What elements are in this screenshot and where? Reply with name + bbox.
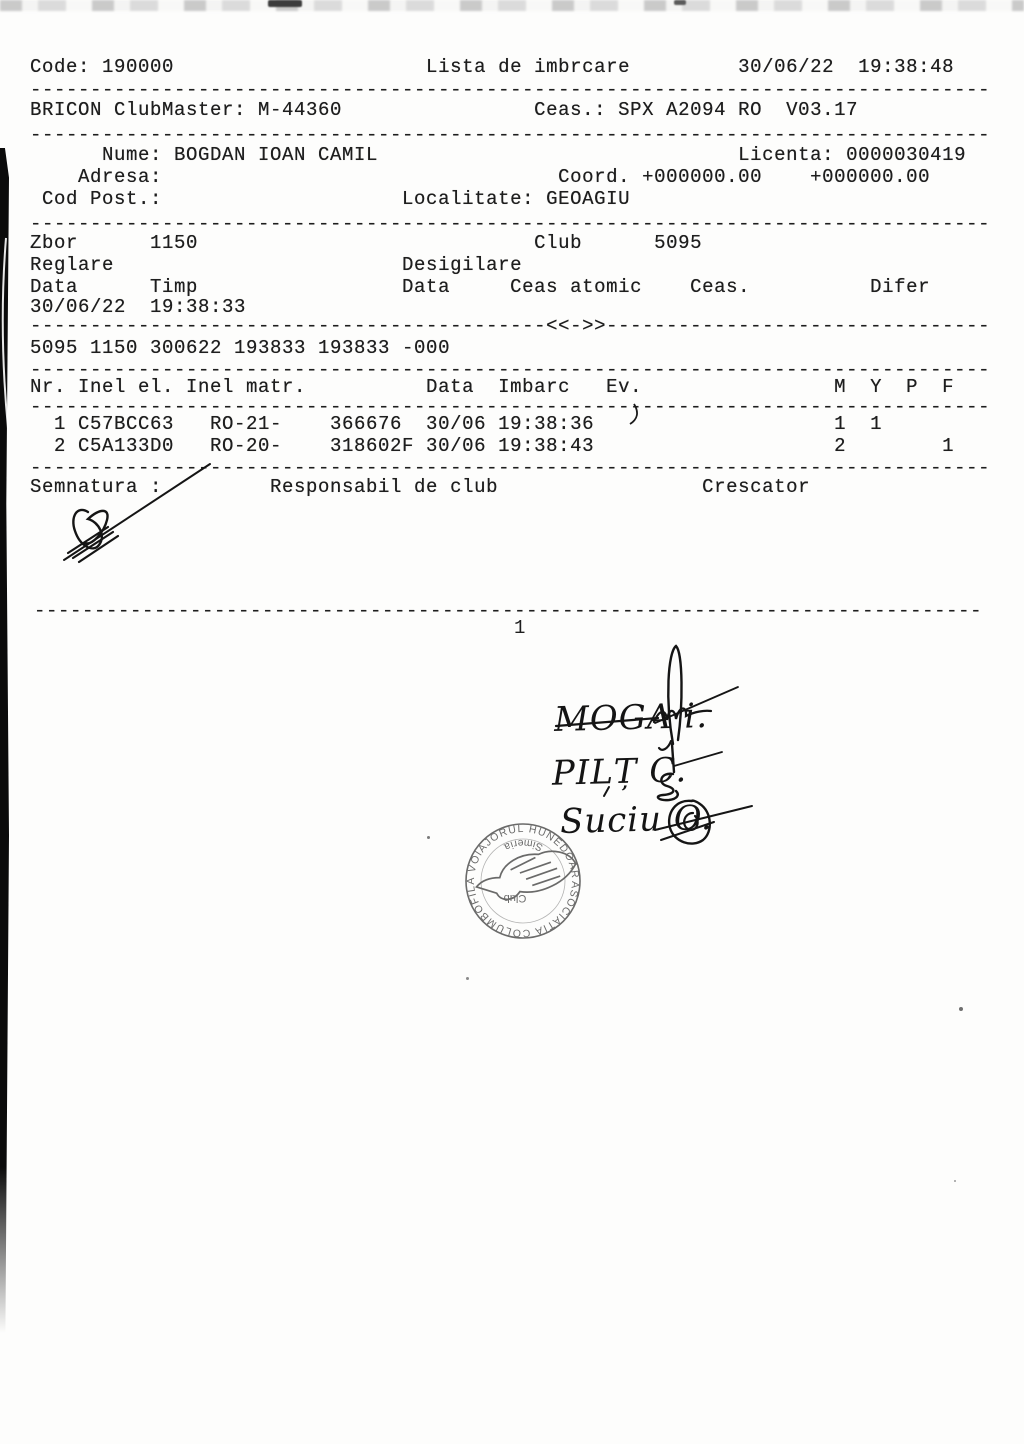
separator: -------------------------------------------------------------------------------- (30, 124, 991, 146)
stamp-center-text: Club (503, 892, 527, 904)
separator-with-marker: -------------------------------------------<<->>-------------------------------- (30, 315, 991, 337)
table-row-1: 1 C57BCC63 RO-21- 366676 30/06 19:38:36 1 1 (30, 413, 883, 435)
scan-speck (959, 1007, 963, 1011)
name-licence-line: Nume: BOGDAN IOAN CAMIL Licenta: 0000030419 (30, 144, 967, 166)
device-and-clock-line: BRICON ClubMaster: M-44360 Ceas.: SPX A2094 RO V03.17 (30, 99, 859, 121)
postcode-locality-line: Cod Post.: Localitate: GEOAGIU (30, 188, 631, 210)
handwritten-name-moga: MOGA i. (553, 695, 709, 741)
separator: -------------------------------------------------------------------------------- (30, 79, 991, 101)
separator: -------------------------------------------------------------------------------- (30, 359, 991, 381)
reglare-desigilare-line: Reglare Desigilare (30, 254, 523, 276)
stamp-inner-ring (481, 836, 565, 923)
address-coords-line: Adresa: Coord. +000000.00 +000000.00 (30, 166, 931, 188)
page-number: 1 (514, 617, 526, 639)
flight-club-line: Zbor 1150 Club 5095 (30, 232, 703, 254)
columns-header-line: Data Timp Data Ceas atomic Ceas. Difer (30, 276, 931, 298)
scan-speck (427, 836, 430, 839)
table-header-line: Nr. Inel el. Inel matr. Data Imbarc Ev. M Y P F (30, 376, 955, 398)
scan-top-edge-artifact (0, 0, 1024, 11)
stamp-locality-holder (501, 837, 544, 854)
bottom-separator: ------------------------------------------------------------------------------- (34, 600, 983, 622)
stamp-ring-text: ASOCIATIA COLUMBOFILA VOIAJORUL HUNEDOARA (464, 822, 582, 940)
stamp-pigeon-drawing (477, 851, 576, 899)
scan-speck (954, 1180, 956, 1182)
summary-codes-line: 5095 1150 300622 193833 193833 -000 (30, 337, 451, 359)
reglare-datetime-line: 30/06/22 19:38:33 (30, 296, 247, 318)
signature-labels-line: Semnatura : Responsabil de club Crescator (30, 476, 811, 498)
header-code-title-datetime: Code: 190000 Lista de imbrcare 30/06/22 19:38:48 (30, 56, 955, 78)
handwritten-name-suciu: Suciu O. (559, 798, 713, 842)
scan-speck (466, 977, 469, 980)
handwritten-name-pilt: PILȚ C. (551, 750, 688, 794)
table-row-2: 2 C5A133D0 RO-20- 318602F 30/06 19:38:43 2 1 (30, 435, 955, 457)
stamp-locality-text: Simeria (501, 836, 545, 854)
scan-smudge (268, 0, 302, 7)
separator: -------------------------------------------------------------------------------- (30, 457, 991, 479)
separator: -------------------------------------------------------------------------------- (30, 396, 991, 418)
separator: -------------------------------------------------------------------------------- (30, 213, 991, 235)
scan-left-edge-black-border (0, 148, 9, 1333)
scan-smudge (674, 0, 686, 5)
